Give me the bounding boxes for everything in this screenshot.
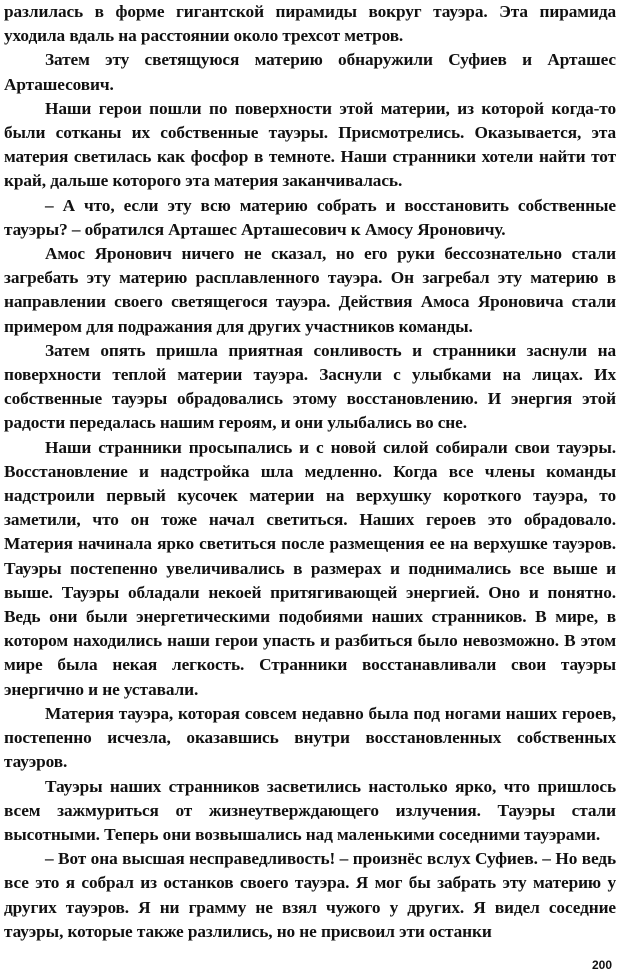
paragraph-1: разлилась в форме гигантской пирамиды вокруг тауэра. Эта пирамида уходила вдаль на расстоянии около трехсот метров. xyxy=(4,2,616,46)
paragraph-8: Материя тауэра, которая совсем недавно была под ногами наших героев, постепенно исчезла, оказавшись внутри восстановленных собственных тауэров. xyxy=(4,703,616,772)
paragraph-9: Тауэры наших странников засветились настолько ярко, что пришлось всем зажмуриться от жизнеутверждающего излучения. Тауэры стали высотными. Теперь они возвышались над маленькими соседними тауэрами. xyxy=(4,776,616,844)
paragraph-4: – А что, если эту всю материю собрать и восстановить собственные тауэры? – обратился Арташес Арташесович к Амосу Яроновичу. xyxy=(4,195,616,239)
paragraph-10: – Вот она высшая несправедливость! – произнёс вслух Суфиев. – Но ведь все это я собрал из останков своего тауэра. Я мог бы забрать эту материю у других тауэров. Я ни грамму не взял чужого у других. Я видел соседние тауэры, которые также разлились, но не присвоил эти останки xyxy=(4,849,616,941)
paragraph-5: Амос Яронович ничего не сказал, но его руки бессознательно стали загребать эту материю расплавленного тауэра. Он загребал эту материю в направлении своего светящегося тауэра. Действия Амоса Яроновича стали примером для подражания для других участников команды. xyxy=(4,244,616,336)
document-page xyxy=(4,0,616,944)
paragraph-7: Наши странники просыпались и с новой силой собирали свои тауэры. Восстановление и надстройка шла медленно. Когда все члены команды надстроили первый кусочек материи на верхушку короткого тауэра, то заметили, что он тоже начал светиться. Наших героев это обрадовало. Материя начинала ярко светиться после размещения ее на верхушке тауэров. Тауэры постепенно увеличивались в размерах и поднимались все выше и выше. Тауэры обладали некоей притягивающей энергией. Оно и понятно. Ведь они были энергетическими подобиями наших странников. В мире, в котором находились наши герои упасть и разбиться было невозможно. В этом мире была некая легкость. Странники восстанавливали свои тауэры энергично и не уставали. xyxy=(4,437,616,699)
paragraph-3: Наши герои пошли по поверхности этой материи, из которой когда-то были сотканы их собственные тауэры. Присмотрелись. Оказывается, эта материя светилась как фосфор в темноте. Наши странники хотели найти тот край, дальше которого эта материя заканчивалась. xyxy=(4,98,616,191)
paragraph-6: Затем опять пришла приятная сонливость и странники заснули на поверхности теплой материи тауэра. Заснули с улыбками на лицах. Их собственные тауэры обрадовались этому восстановлению. И энергия этой радости передалась нашим героям, и они улыбались во сне. xyxy=(4,340,616,433)
paragraph-2: Затем эту светящуюся материю обнаружили Суфиев и Арташес Арташесович. xyxy=(4,50,616,94)
page-number: 200 xyxy=(591,958,612,972)
